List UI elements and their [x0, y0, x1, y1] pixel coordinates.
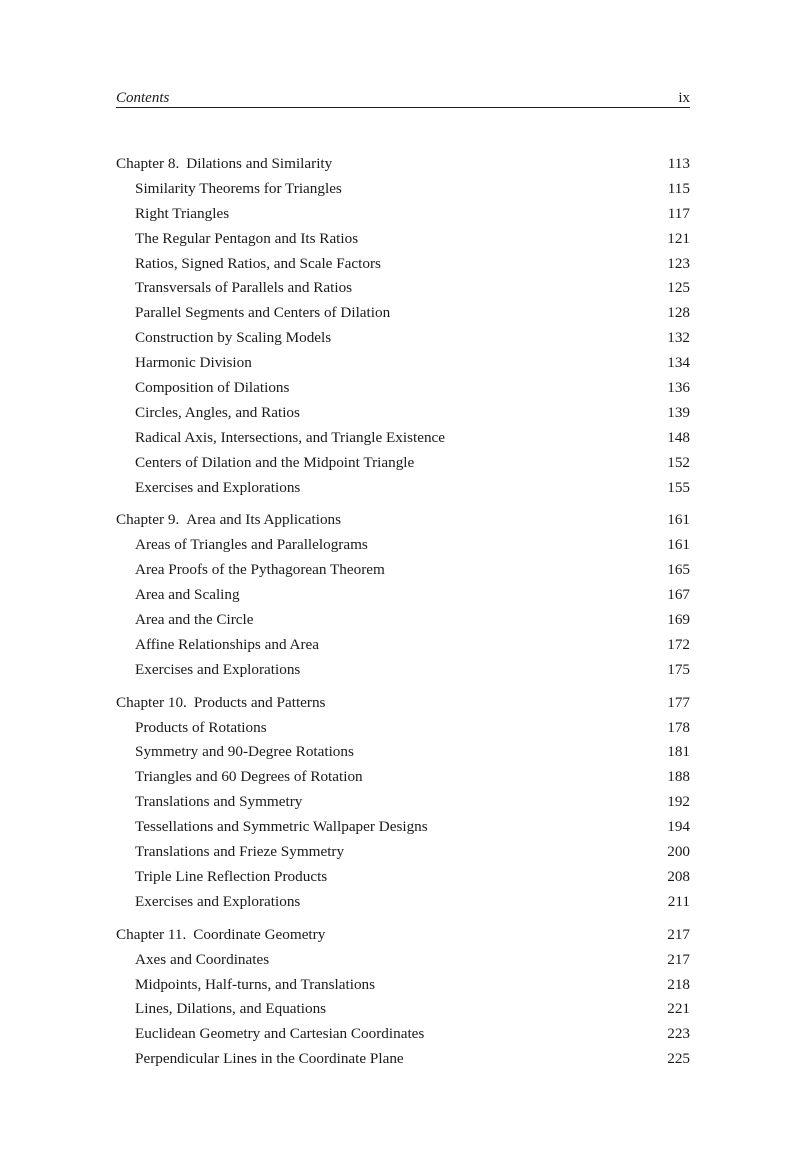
toc-entry-title: Area Proofs of the Pythagorean Theorem [135, 561, 385, 579]
toc-entry-title: Area and the Circle [135, 611, 254, 629]
chapter-title-group [116, 923, 325, 948]
toc-entry-title: Centers of Dilation and the Midpoint Triangle [135, 453, 415, 471]
toc-entry [116, 1047, 690, 1072]
toc-entry-title: Exercises and Explorations [135, 892, 301, 910]
toc-entry [116, 533, 690, 558]
toc-entry-page-number: 211 [667, 892, 690, 910]
toc-entry [116, 558, 690, 583]
table-of-contents [116, 152, 690, 1080]
chapter-page-number: 217 [667, 925, 690, 943]
toc-entry-page-number: 208 [667, 867, 690, 885]
toc-entry [116, 948, 690, 973]
toc-entry-title: Area and Scaling [135, 586, 240, 604]
chapter-block [116, 923, 690, 1072]
chapter-title: Products and Patterns [193, 693, 326, 711]
toc-entry-page-number: 132 [667, 329, 690, 347]
toc-entry-title: The Regular Pentagon and Its Ratios [135, 229, 359, 247]
toc-entry-title: Radical Axis, Intersections, and Triangle Existence [135, 428, 446, 446]
toc-entry [116, 765, 690, 790]
toc-entry [116, 840, 690, 865]
toc-entry-page-number: 218 [667, 975, 690, 993]
toc-entry [116, 276, 690, 301]
chapter-page-number: 113 [667, 155, 690, 172]
toc-entry-title: Harmonic Division [135, 354, 252, 372]
chapter-title: Area and Its Applications [186, 511, 342, 529]
toc-entry-page-number: 115 [667, 179, 690, 197]
toc-entry-page-number: 123 [667, 254, 690, 272]
toc-entry-page-number: 188 [667, 768, 690, 786]
chapter-heading [116, 923, 690, 948]
toc-entry-title: Construction by Scaling Models [135, 329, 332, 347]
toc-entry-title: Translations and Frieze Symmetry [135, 843, 345, 861]
toc-entry [116, 252, 690, 277]
toc-entry [116, 401, 690, 426]
toc-entry-page-number: 175 [667, 660, 690, 678]
toc-entry-title: Areas of Triangles and Parallelograms [135, 536, 368, 554]
toc-entry [116, 301, 690, 326]
chapter-number: Chapter 9. [116, 511, 180, 529]
chapter-heading [116, 152, 690, 177]
toc-entry-title: Lines, Dilations, and Equations [135, 1000, 327, 1018]
toc-entry-title: Parallel Segments and Centers of Dilation [135, 304, 391, 322]
toc-entry-title: Triple Line Reflection Products [135, 867, 328, 885]
toc-entry-title: Circles, Angles, and Ratios [135, 403, 300, 421]
toc-entry-title: Tessellations and Symmetric Wallpaper Designs [135, 818, 428, 836]
toc-entry-page-number: 128 [667, 304, 690, 322]
toc-entry-page-number: 121 [667, 229, 690, 247]
toc-entry-title: Right Triangles [135, 204, 230, 222]
toc-entry-title: Transversals of Parallels and Ratios [135, 279, 353, 297]
chapter-number: Chapter 8. [116, 155, 180, 172]
toc-entry-page-number: 194 [667, 818, 690, 836]
toc-entry-title: Affine Relationships and Area [135, 635, 320, 653]
toc-entry-page-number: 136 [667, 379, 690, 397]
toc-entry [116, 973, 690, 998]
toc-entry-page-number: 167 [667, 586, 690, 604]
toc-entry-title: Ratios, Signed Ratios, and Scale Factors [135, 254, 381, 272]
chapter-block [116, 508, 690, 682]
toc-entry [116, 451, 690, 476]
toc-entry-page-number: 117 [667, 204, 690, 222]
toc-entry-title: Symmetry and 90-Degree Rotations [135, 743, 354, 761]
header-title: Contents [116, 90, 170, 106]
toc-entry-page-number: 200 [667, 843, 690, 861]
toc-entry-page-number: 172 [667, 635, 690, 653]
toc-entry-title: Exercises and Explorations [135, 478, 301, 496]
toc-entry [116, 326, 690, 351]
toc-entry [116, 633, 690, 658]
toc-entry-title: Composition of Dilations [135, 379, 290, 397]
chapter-title-group [116, 691, 325, 716]
toc-entry [116, 426, 690, 451]
toc-entry [116, 658, 690, 683]
toc-entry-page-number: 155 [667, 478, 690, 496]
toc-entry-title: Triangles and 60 Degrees of Rotation [135, 768, 363, 786]
toc-entry [116, 716, 690, 741]
chapter-number: Chapter 11. [116, 925, 187, 943]
toc-entry [116, 476, 690, 501]
toc-entry-page-number: 161 [667, 536, 690, 554]
chapter-block [116, 691, 690, 915]
toc-entry-page-number: 225 [667, 1050, 690, 1068]
chapter-block [116, 152, 690, 500]
toc-entry-title: Midpoints, Half-turns, and Translations [135, 975, 376, 993]
header-page-number: ix [678, 90, 690, 106]
chapter-page-number: 177 [667, 693, 690, 711]
toc-entry [116, 815, 690, 840]
toc-entry [116, 227, 690, 252]
toc-entry [116, 865, 690, 890]
chapter-title: Dilations and Similarity [186, 155, 333, 172]
toc-entry-page-number: 181 [667, 743, 690, 761]
chapter-title-group [116, 152, 332, 177]
running-header [116, 87, 690, 108]
toc-entry-title: Exercises and Explorations [135, 660, 301, 678]
toc-entry-page-number: 223 [667, 1025, 690, 1043]
toc-entry-title: Perpendicular Lines in the Coordinate Plane [135, 1050, 404, 1068]
toc-entry [116, 790, 690, 815]
chapter-heading [116, 508, 690, 533]
toc-entry-page-number: 178 [667, 718, 690, 736]
toc-entry-title: Products of Rotations [135, 718, 267, 736]
chapter-page-number: 161 [667, 511, 690, 529]
chapter-heading [116, 691, 690, 716]
toc-entry-title: Translations and Symmetry [135, 793, 303, 811]
toc-entry [116, 351, 690, 376]
toc-entry-page-number: 217 [667, 950, 690, 968]
toc-entry-page-number: 134 [667, 354, 690, 372]
toc-entry [116, 740, 690, 765]
toc-entry-page-number: 148 [667, 428, 690, 446]
toc-entry-page-number: 165 [667, 561, 690, 579]
chapter-number: Chapter 10. [116, 693, 187, 711]
toc-entry-title: Similarity Theorems for Triangles [135, 179, 342, 197]
chapter-title-group [116, 508, 341, 533]
toc-entry-title: Euclidean Geometry and Cartesian Coordinates [135, 1025, 425, 1043]
toc-entry [116, 608, 690, 633]
chapter-title: Coordinate Geometry [193, 925, 326, 943]
toc-entry-page-number: 221 [667, 1000, 690, 1018]
toc-entry-page-number: 125 [667, 279, 690, 297]
toc-entry [116, 890, 690, 915]
toc-entry [116, 177, 690, 202]
toc-entry-page-number: 152 [667, 453, 690, 471]
toc-entry [116, 997, 690, 1022]
toc-entry-page-number: 169 [667, 611, 690, 629]
toc-entry [116, 202, 690, 227]
toc-entry-page-number: 139 [667, 403, 690, 421]
toc-entry [116, 1022, 690, 1047]
toc-entry [116, 583, 690, 608]
toc-entry [116, 376, 690, 401]
toc-entry-title: Axes and Coordinates [135, 950, 270, 968]
toc-entry-page-number: 192 [667, 793, 690, 811]
